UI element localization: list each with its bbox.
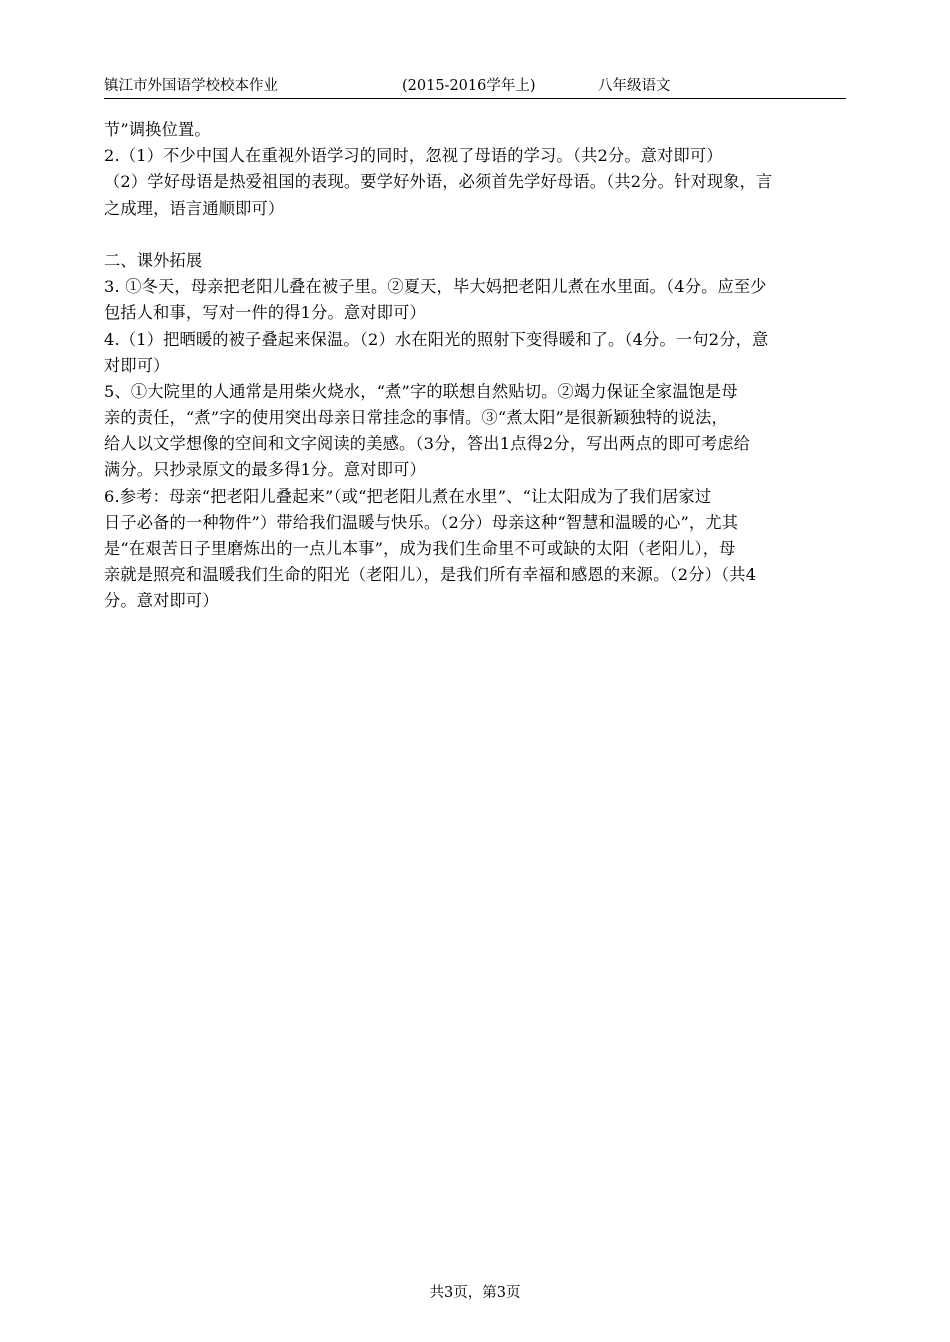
text-line: 分。意对即可）	[104, 591, 219, 611]
header-school-name: 镇江市外国语学校校本作业	[104, 78, 278, 94]
text-line: 对即可）	[104, 355, 170, 375]
text-line: （2）学好母语是热爱祖国的表现。要学好外语，必须首先学好母语。（共2分。针对现象，言	[104, 172, 773, 192]
text-line: 之成理，语言通顺即可）	[104, 198, 285, 218]
text-line: 6.参考：母亲“把老阳儿叠起来”（或“把老阳儿煮在水里”、“让太阳成为了我们居家过	[104, 486, 712, 506]
answer-content	[104, 117, 850, 615]
text-line: 日子必备的一种物件”）带给我们温暖与快乐。（2分）母亲这种“智慧和温暖的心”，尤其	[104, 512, 739, 532]
header-school-year: (2015-2016学年上)	[402, 78, 536, 94]
text-line: 给人以文学想像的空间和文字阅读的美感。（3分，答出1点得2分，写出两点的即可考虑给	[104, 434, 751, 454]
text-line: 节”调换位置。	[104, 120, 211, 139]
header-grade-subject: 八年级语文	[598, 78, 671, 94]
text-line: 包括人和事，写对一件的得1分。意对即可）	[104, 303, 426, 323]
text-line: 3. ①冬天，母亲把老阳儿叠在被子里。②夏天，毕大妈把老阳儿煮在水里面。（4分。应至少	[104, 277, 767, 297]
text-line: 2.（1）不少中国人在重视外语学习的同时，忽视了母语的学习。（共2分。意对即可）	[104, 146, 723, 166]
text-line: 亲就是照亮和温暖我们生命的阳光（老阳儿），是我们所有幸福和感恩的来源。（2分）（共4	[104, 565, 757, 585]
text-line: 满分。只抄录原文的最多得1分。意对即可）	[104, 460, 426, 480]
section-heading: 二、课外拓展	[104, 250, 203, 270]
text-line: 5、①大院里的人通常是用柴火烧水，“煮”字的联想自然贴切。②竭力保证全家温饱是母	[104, 381, 738, 401]
text-line: 4.（1）把晒暖的被子叠起来保温。（2）水在阳光的照射下变得暖和了。（4分。一句2分，意	[104, 329, 769, 349]
text-line: 亲的责任，“煮”字的使用突出母亲日常挂念的事情。③“煮太阳”是很新颖独特的说法，	[104, 408, 728, 428]
page-footer: 共3页，第3页	[429, 1285, 521, 1301]
text-line: 是“在艰苦日子里磨炼出的一点儿本事”，成为我们生命里不可或缺的太阳（老阳儿），母	[104, 539, 736, 558]
page-header	[104, 76, 846, 99]
blank-line	[104, 222, 850, 248]
